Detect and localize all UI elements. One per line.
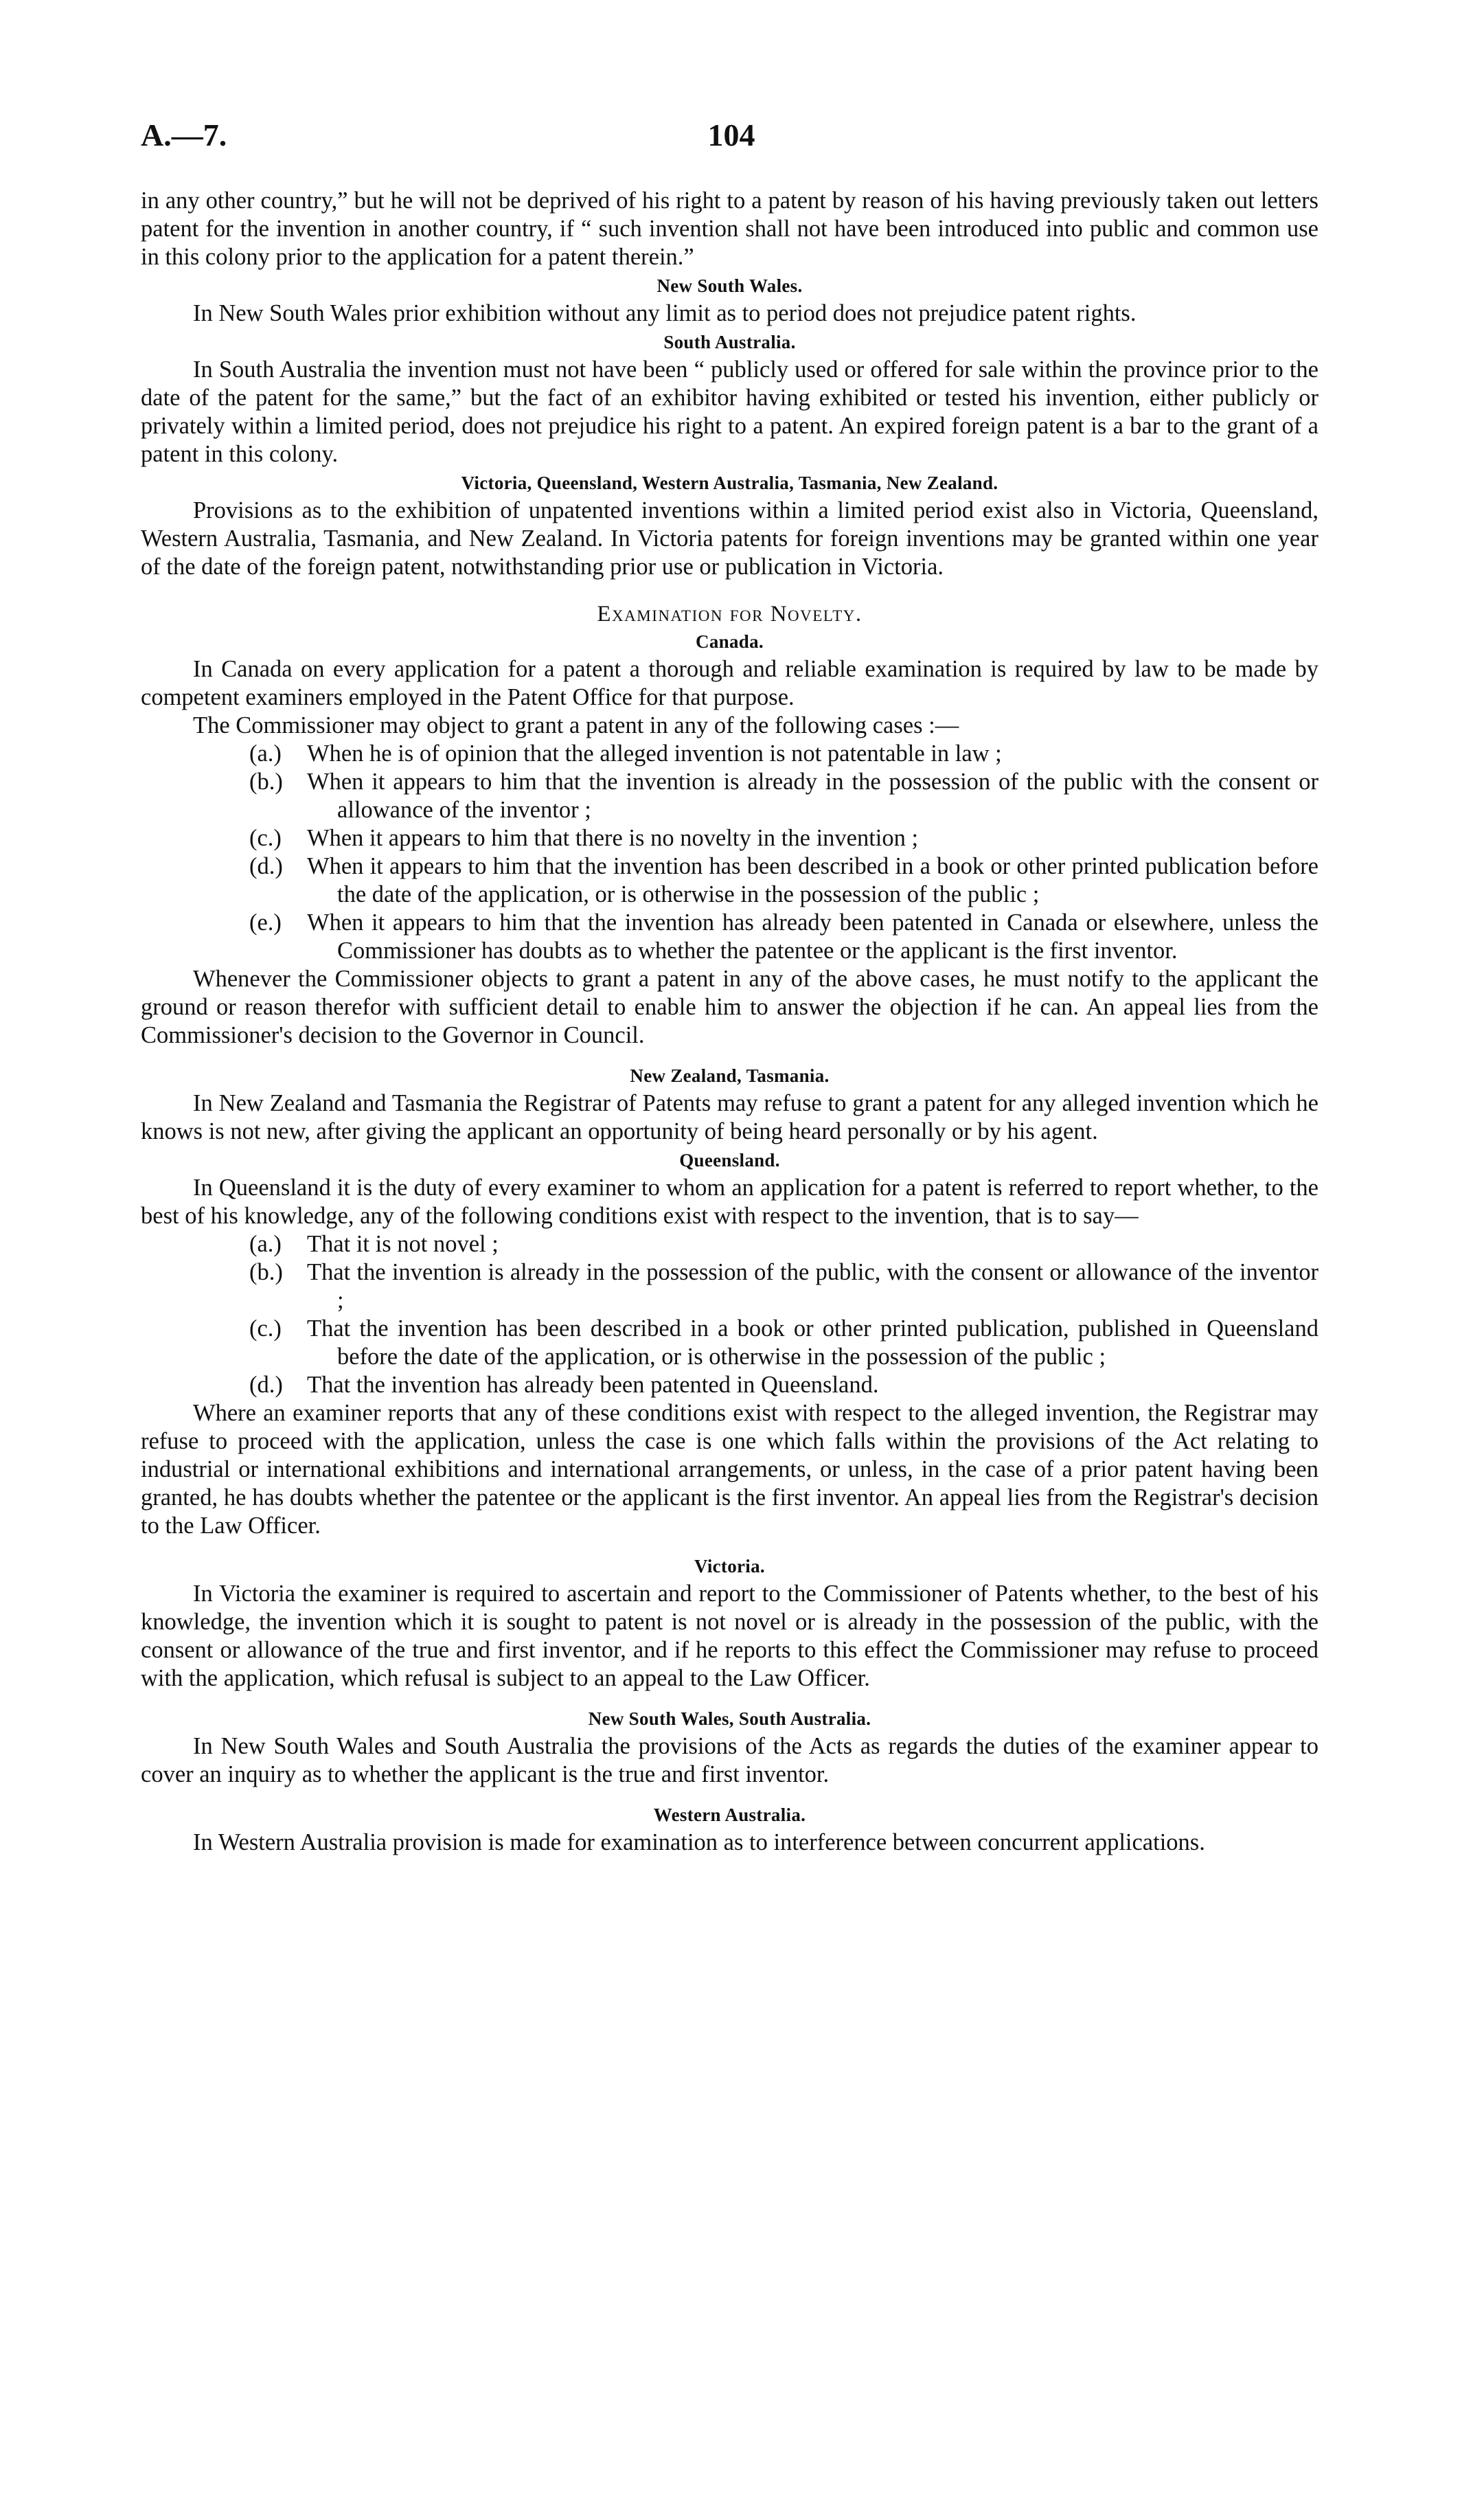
heading-south-australia: South Australia. (663, 332, 796, 352)
paragraph-new-south-wales: In New South Wales prior exhibition without any limit as to period does not prejudice patent rights. (193, 300, 1137, 326)
page-header (141, 117, 1322, 165)
document-reference: A.—7. (141, 117, 227, 152)
heading-canada: Canada. (696, 631, 764, 652)
heading-western-australia: Western Australia. (653, 1805, 806, 1825)
paragraph-western-australia: In Western Australia provision is made for examination as to interference between concurrent applications. (193, 1829, 1205, 1855)
page-number: 104 (707, 117, 755, 152)
list-item-label: (b.) (249, 1259, 283, 1285)
list-item-label: (c.) (249, 1315, 282, 1342)
list-item-label: (d.) (249, 1372, 283, 1398)
list-item-label: (a.) (249, 1231, 282, 1257)
canada-cases-list (141, 740, 1319, 965)
paragraph-nsw-sa: In New South Wales and South Australia the provisions of the Acts as regards the duties of the examiner appear to cover an inquiry as to whether the applicant is the true and first inventor. (141, 1733, 1319, 1787)
heading-new-south-wales: New South Wales. (657, 275, 803, 296)
list-item-label: (a.) (249, 740, 282, 767)
list-item (141, 1230, 1319, 1258)
list-item (141, 909, 1319, 965)
paragraph-canada-3: Whenever the Commissioner objects to grant a patent in any of the above cases, he must notify to the applicant the ground or reason therefor with sufficient detail to enable him to answer the objection if he can. An appeal lies from the Commissioner's decision to the Governor in Council. (141, 966, 1319, 1048)
paragraph-queensland-2: Where an examiner reports that any of these conditions exist with respect to the alleged invention, the Registrar may refuse to proceed with the application, unless the case is one which falls within the provisions of the Act relating to industrial or international exhibitions and international arrangements, or unless, in the case of a prior patent having been granted, he has doubts whether the patentee or the applicant is the first inventor. An appeal lies from the Registrar's decision to the Law Officer. (141, 1400, 1319, 1539)
heading-queensland: Queensland. (679, 1150, 780, 1171)
paragraph-victoria: In Victoria the examiner is required to ascertain and report to the Commissioner of Patents whether, to the best of his knowledge, the invention which it is sought to patent is not novel or is already in the possession of the public, with the consent or allowance of the true and first inventor, and if he reports to this effect the Commissioner may refuse to proceed with the application, which refusal is subject to an appeal to the Law Officer. (141, 1581, 1319, 1691)
list-item-text: That the invention has already been patented in Queensland. (307, 1372, 879, 1398)
paragraph-new-zealand-tasmania: In New Zealand and Tasmania the Registrar of Patents may refuse to grant a patent for any alleged invention which he knows is not new, after giving the applicant an opportunity of being heard personally or by his agent. (141, 1090, 1319, 1144)
list-item (141, 740, 1319, 768)
list-item (141, 824, 1319, 852)
list-item (141, 1315, 1319, 1371)
heading-victoria-group: Victoria, Queensland, Western Australia, Tasmania, New Zealand. (461, 473, 998, 493)
list-item-text: When it appears to him that there is no novelty in the invention ; (307, 825, 919, 851)
intro-paragraph: in any other country,” but he will not be deprived of his right to a patent by reason of his having previously taken out letters patent for the invention in another country, if “ such invention shall not have been introduced into public and common use in this colony prior to the application for a patent therein.” (141, 188, 1319, 270)
list-item-text: When it appears to him that the invention is already in the possession of the public with the consent or allowance of the inventor ; (307, 769, 1319, 823)
list-item-text: That the invention is already in the possession of the public, with the consent or allowance of the inventor ; (307, 1259, 1319, 1313)
list-item-text: When he is of opinion that the alleged invention is not patentable in law ; (307, 740, 1002, 767)
page-body (141, 187, 1319, 1857)
list-item (141, 852, 1319, 909)
heading-nsw-sa: New South Wales, South Australia. (588, 1708, 871, 1729)
list-item-label: (d.) (249, 853, 283, 879)
paragraph-victoria-group: Provisions as to the exhibition of unpatented inventions within a limited period exist also in Victoria, Queensland, Western Australia, Tasmania, and New Zealand. In Victoria patents for foreign inventions may be granted within one year of the date of the foreign patent, notwithstanding prior use or publication in Victoria. (141, 497, 1319, 580)
list-item (141, 768, 1319, 824)
list-item (141, 1258, 1319, 1315)
list-item-label: (e.) (249, 909, 282, 936)
paragraph-canada-2: The Commissioner may object to grant a patent in any of the following cases :— (193, 712, 959, 738)
queensland-conditions-list (141, 1230, 1319, 1399)
heading-victoria: Victoria. (694, 1556, 765, 1576)
paragraph-canada-1: In Canada on every application for a patent a thorough and reliable examination is required by law to be made by competent examiners employed in the Patent Office for that purpose. (141, 656, 1319, 710)
paragraph-south-australia: In South Australia the invention must not have been “ publicly used or offered for sale within the province prior to the date of the patent for the same,” but the fact of an exhibitor having exhibited or tested his invention, either publicly or privately within a limited period, does not prejudice his right to a patent. An expired foreign patent is a bar to the grant of a patent in this colony. (141, 357, 1319, 467)
list-item-label: (c.) (249, 825, 282, 851)
list-item-text: When it appears to him that the invention has been described in a book or other printed publication before the date of the application, or is otherwise in the possession of the public ; (307, 853, 1319, 907)
list-item (141, 1371, 1319, 1399)
list-item-text: That it is not novel ; (307, 1231, 499, 1257)
list-item-label: (b.) (249, 769, 283, 795)
list-item-text: When it appears to him that the invention has already been patented in Canada or elsewhere, unless the Commissioner has doubts as to whether the patentee or the applicant is the first inventor. (307, 909, 1319, 964)
section-title-examination: Examination for Novelty. (597, 602, 863, 626)
heading-new-zealand-tasmania: New Zealand, Tasmania. (630, 1065, 830, 1086)
paragraph-queensland-1: In Queensland it is the duty of every examiner to whom an application for a patent is referred to report whether, to the best of his knowledge, any of the following conditions exist with respect to the invention, that is to say— (141, 1175, 1319, 1229)
list-item-text: That the invention has been described in a book or other printed publication, published in Queensland before the date of the application, or is otherwise in the possession of the public ; (307, 1315, 1319, 1370)
